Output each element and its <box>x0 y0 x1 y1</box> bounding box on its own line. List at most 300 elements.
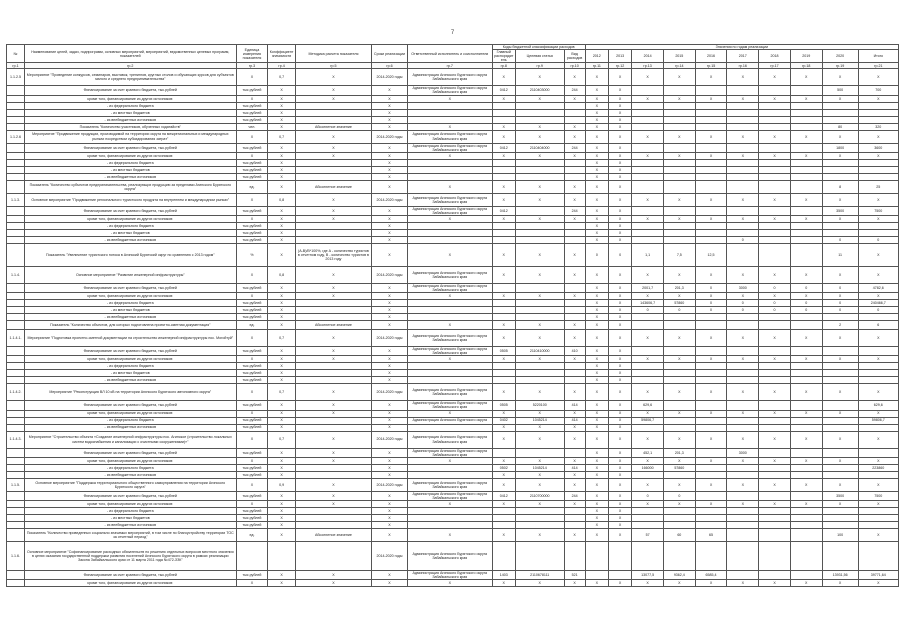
table-cell <box>515 173 564 180</box>
table-cell: X <box>608 159 631 166</box>
table-cell: Администрация Агинского Бурятского округа Забайкальского края <box>407 431 492 448</box>
table-cell <box>822 222 858 229</box>
table-cell: X <box>492 69 515 86</box>
table-cell: X <box>695 293 727 300</box>
table-row <box>7 116 899 123</box>
table-cell <box>564 370 585 377</box>
table-cell: X <box>822 384 858 401</box>
row-name: Финансирование за счет краевого бюджета, тыс.рублей <box>24 283 236 292</box>
table-cell: 0,7 <box>268 69 296 86</box>
table-cell: X <box>372 570 408 579</box>
table-cell <box>727 464 759 471</box>
table-cell <box>663 321 695 330</box>
row-code <box>7 507 25 514</box>
table-cell: X <box>822 130 858 143</box>
table-cell <box>632 370 664 377</box>
table-cell <box>695 109 727 116</box>
table-cell: X <box>236 130 268 143</box>
table-cell: X <box>372 243 408 266</box>
table-row <box>7 130 899 143</box>
table-cell: X <box>608 215 631 222</box>
table-cell: Администрация Агинского Бурятского округа Забайкальского края <box>407 541 492 570</box>
table-cell <box>407 102 492 109</box>
table-cell <box>632 377 664 384</box>
table-cell <box>727 424 759 431</box>
row-name: кроме того, финансирование из других источников: <box>24 293 236 300</box>
table-cell <box>407 300 492 307</box>
row-code: 1.1.6. <box>7 541 25 570</box>
table-cell: X <box>236 457 268 464</box>
table-cell <box>663 370 695 377</box>
table-cell <box>727 123 759 130</box>
table-cell: X <box>268 570 296 579</box>
table-cell <box>727 401 759 410</box>
table-cell: X <box>727 356 759 363</box>
table-cell <box>727 206 759 215</box>
table-cell <box>564 514 585 521</box>
table-cell: X <box>372 236 408 243</box>
table-cell: 0505 <box>492 347 515 356</box>
table-cell: X <box>515 424 564 431</box>
table-cell <box>822 314 858 321</box>
table-cell <box>790 236 822 243</box>
table-cell: 0 <box>585 243 608 266</box>
header-csr: Целевая статья <box>515 50 564 63</box>
table-cell <box>564 173 585 180</box>
table-cell: тыс.рублей <box>236 173 268 180</box>
table-cell: X <box>858 457 898 464</box>
table-cell <box>727 491 759 500</box>
table-cell: X <box>585 236 608 243</box>
table-cell: X <box>727 384 759 401</box>
column-index-cell: гр.15 <box>695 63 727 69</box>
table-cell: X <box>268 215 296 222</box>
table-cell <box>727 102 759 109</box>
table-cell <box>759 514 791 521</box>
table-cell: 414 <box>564 401 585 410</box>
table-cell: X <box>790 69 822 86</box>
table-cell: X <box>632 330 664 347</box>
table-cell: 166000 <box>632 464 664 471</box>
table-cell: 2110678111 <box>515 570 564 579</box>
table-cell: X <box>632 500 664 507</box>
table-cell: X <box>608 86 631 95</box>
table-cell: X <box>858 330 898 347</box>
table-cell: 0 <box>759 307 791 314</box>
table-cell: тыс.рублей <box>236 143 268 152</box>
row-code <box>7 570 25 579</box>
table-cell: X <box>608 330 631 347</box>
table-cell: X <box>858 431 898 448</box>
row-code <box>7 363 25 370</box>
table-cell: X <box>727 478 759 491</box>
table-cell: X <box>372 321 408 330</box>
table-cell: X <box>407 215 492 222</box>
table-cell: X <box>268 159 296 166</box>
column-index-cell: гр.18 <box>790 63 822 69</box>
table-cell <box>858 102 898 109</box>
row-name: - из федерального бюджета <box>24 300 236 307</box>
table-cell: X <box>295 491 371 500</box>
table-row <box>7 321 899 330</box>
table-cell: 0 <box>632 307 664 314</box>
table-cell <box>632 86 664 95</box>
table-cell: 0 <box>790 307 822 314</box>
table-cell: 0 <box>695 283 727 292</box>
table-cell: X <box>727 293 759 300</box>
table-cell <box>295 307 371 314</box>
table-cell <box>564 300 585 307</box>
table-cell <box>564 307 585 314</box>
table-cell: 0 <box>663 307 695 314</box>
table-cell <box>564 116 585 123</box>
table-cell <box>759 570 791 579</box>
table-cell: 0 <box>822 307 858 314</box>
table-cell <box>759 109 791 116</box>
column-index-cell: гр.13 <box>632 63 664 69</box>
table-cell: 2014-2020 годы <box>372 69 408 86</box>
table-cell: 0 <box>790 300 822 307</box>
table-cell <box>632 471 664 478</box>
table-cell <box>407 173 492 180</box>
row-code <box>7 102 25 109</box>
table-cell <box>790 401 822 410</box>
table-cell: Администрация Агинского Бурятского округа Забайкальского края <box>407 570 492 579</box>
table-cell: 1045214 <box>515 464 564 471</box>
table-cell: X <box>585 491 608 500</box>
row-code <box>7 95 25 102</box>
table-cell <box>822 471 858 478</box>
row-code <box>7 370 25 377</box>
table-cell <box>632 102 664 109</box>
table-cell: X <box>759 130 791 143</box>
table-cell <box>695 236 727 243</box>
table-cell: X <box>585 330 608 347</box>
table-cell: X <box>515 330 564 347</box>
table-cell <box>295 507 371 514</box>
table-cell: X <box>236 293 268 300</box>
table-cell <box>515 514 564 521</box>
table-cell <box>790 491 822 500</box>
table-cell: X <box>790 431 822 448</box>
table-cell: X <box>515 180 564 193</box>
table-cell <box>632 173 664 180</box>
table-cell: X <box>822 95 858 102</box>
table-cell: 3500 <box>822 206 858 215</box>
table-cell: X <box>564 478 585 491</box>
header-years-group: Значения по годам реализации <box>585 45 898 50</box>
row-code <box>7 300 25 307</box>
table-cell: X <box>858 500 898 507</box>
table-cell: X <box>663 384 695 401</box>
table-cell <box>759 370 791 377</box>
table-cell: тыс.рублей <box>236 109 268 116</box>
table-row <box>7 417 899 424</box>
table-cell <box>790 206 822 215</box>
table-cell: X <box>564 95 585 102</box>
table-cell <box>759 363 791 370</box>
table-cell: Администрация Агинского Бурятского округа Забайкальского края <box>407 401 492 410</box>
table-cell: X <box>492 528 515 541</box>
row-code <box>7 293 25 300</box>
row-name: Финансирование за счет краевого бюджета, тыс.рублей <box>24 401 236 410</box>
table-cell: X <box>585 410 608 417</box>
table-cell: X <box>663 431 695 448</box>
table-cell: X <box>268 116 296 123</box>
table-cell: X <box>663 500 695 507</box>
column-index-cell: гр.17 <box>759 63 791 69</box>
table-cell: X <box>663 152 695 159</box>
table-cell <box>515 300 564 307</box>
table-cell: X <box>608 293 631 300</box>
table-row <box>7 300 899 307</box>
table-cell: X <box>492 330 515 347</box>
table-cell <box>727 314 759 321</box>
table-cell: 0 <box>695 307 727 314</box>
row-name: Финансирование за счет краевого бюджета, тыс.рублей <box>24 570 236 579</box>
table-cell: X <box>695 500 727 507</box>
row-code <box>7 229 25 236</box>
table-cell: X <box>515 123 564 130</box>
table-cell <box>759 401 791 410</box>
table-cell: X <box>585 206 608 215</box>
table-cell <box>407 109 492 116</box>
table-cell: X <box>407 500 492 507</box>
table-cell: X <box>790 457 822 464</box>
table-cell <box>564 229 585 236</box>
table-cell <box>695 491 727 500</box>
table-cell: X <box>585 102 608 109</box>
table-cell <box>759 123 791 130</box>
table-cell <box>632 180 664 193</box>
table-cell: тыс.рублей <box>236 363 268 370</box>
table-cell: 13077,5 <box>632 570 664 579</box>
table-cell: 201,3 <box>663 448 695 457</box>
table-row <box>7 500 899 507</box>
table-cell <box>295 173 371 180</box>
table-cell: X <box>608 507 631 514</box>
table-cell: тыс.рублей <box>236 206 268 215</box>
table-cell: X <box>295 143 371 152</box>
row-code: 1.1.2.6 <box>7 130 25 143</box>
table-cell: X <box>372 457 408 464</box>
table-cell: 7,5 <box>663 243 695 266</box>
table-cell <box>727 173 759 180</box>
table-cell: X <box>585 521 608 528</box>
table-cell <box>727 528 759 541</box>
table-cell: X <box>236 69 268 86</box>
table-cell <box>295 464 371 471</box>
table-cell <box>663 159 695 166</box>
table-cell: X <box>585 307 608 314</box>
table-cell <box>492 229 515 236</box>
row-code <box>7 314 25 321</box>
table-cell: Администрация Агинского Бурятского округа Забайкальского края <box>407 491 492 500</box>
table-cell: 2014-2020 годы <box>372 541 408 570</box>
table-row <box>7 384 899 401</box>
table-cell: X <box>608 471 631 478</box>
table-cell: X <box>492 95 515 102</box>
table-cell <box>632 143 664 152</box>
table-cell: X <box>372 152 408 159</box>
table-cell: 2001,7 <box>632 283 664 292</box>
table-cell: X <box>585 528 608 541</box>
table-cell: X <box>372 293 408 300</box>
table-row <box>7 410 899 417</box>
table-cell: X <box>585 222 608 229</box>
table-cell <box>663 521 695 528</box>
table-cell: X <box>663 69 695 86</box>
row-code <box>7 347 25 356</box>
table-cell: X <box>515 478 564 491</box>
table-cell <box>632 206 664 215</box>
table-cell: X <box>608 448 631 457</box>
row-code: 1.1.4.3. <box>7 431 25 448</box>
table-cell: X <box>608 222 631 229</box>
table-cell: 13931,56 <box>822 570 858 579</box>
table-cell <box>515 222 564 229</box>
row-code: 1.1.5. <box>7 478 25 491</box>
table-cell <box>858 222 898 229</box>
table-cell: X <box>759 69 791 86</box>
table-cell: 410 <box>564 347 585 356</box>
table-cell: X <box>268 500 296 507</box>
table-cell: X <box>268 580 296 587</box>
table-cell <box>858 507 898 514</box>
table-cell <box>515 236 564 243</box>
table-cell <box>632 424 664 431</box>
table-cell: X <box>295 356 371 363</box>
table-cell <box>492 448 515 457</box>
table-cell <box>663 123 695 130</box>
table-cell: X <box>858 69 898 86</box>
table-cell: X <box>608 102 631 109</box>
table-cell: Администрация Агинского Бурятского округа Забайкальского края <box>407 384 492 401</box>
table-cell <box>492 166 515 173</box>
row-name: - из местных бюджетов <box>24 514 236 521</box>
table-cell: Администрация Агинского Бурятского округа <box>407 417 492 424</box>
table-cell: X <box>608 123 631 130</box>
table-row <box>7 491 899 500</box>
table-cell: X <box>372 307 408 314</box>
table-row <box>7 457 899 464</box>
table-cell: X <box>295 500 371 507</box>
table-cell <box>695 541 727 570</box>
table-cell <box>759 243 791 266</box>
table-cell <box>727 321 759 330</box>
table-cell: X <box>268 401 296 410</box>
table-cell <box>663 236 695 243</box>
table-cell <box>663 471 695 478</box>
table-row <box>7 69 899 86</box>
table-cell <box>407 307 492 314</box>
row-code <box>7 236 25 243</box>
table-cell: X <box>564 471 585 478</box>
table-cell: X <box>372 314 408 321</box>
header-grbs: Главный распорядитель <box>494 50 514 63</box>
table-cell: X <box>515 410 564 417</box>
table-cell <box>727 377 759 384</box>
table-cell: 223860 <box>858 464 898 471</box>
table-cell <box>695 370 727 377</box>
table-cell: X <box>608 130 631 143</box>
table-cell: 0402 <box>492 417 515 424</box>
table-cell <box>663 541 695 570</box>
table-cell: X <box>372 102 408 109</box>
table-cell: X <box>858 580 898 587</box>
table-cell <box>663 116 695 123</box>
row-name: Показатель "Количество субъектов предпринимательства, реализующих продукцию за пределами Агинского Бурятского округа" <box>24 180 236 193</box>
table-cell <box>564 109 585 116</box>
table-cell: X <box>608 143 631 152</box>
table-cell: X <box>268 356 296 363</box>
table-cell: X <box>585 109 608 116</box>
table-cell: X <box>407 580 492 587</box>
table-cell <box>564 222 585 229</box>
table-cell: 2014-2020 годы <box>372 478 408 491</box>
table-cell: X <box>564 243 585 266</box>
table-cell: X <box>759 384 791 401</box>
table-cell: X <box>295 384 371 401</box>
table-cell: X <box>268 109 296 116</box>
table-cell: X <box>515 500 564 507</box>
table-cell <box>407 116 492 123</box>
table-cell: X <box>236 580 268 587</box>
table-cell <box>695 229 727 236</box>
table-cell: X <box>608 321 631 330</box>
table-row <box>7 266 899 283</box>
table-cell <box>695 314 727 321</box>
table-cell: X <box>822 330 858 347</box>
table-cell <box>790 347 822 356</box>
table-cell: X <box>372 471 408 478</box>
table-cell: 452,1 <box>632 448 664 457</box>
table-cell <box>632 541 664 570</box>
table-cell <box>515 521 564 528</box>
table-cell: X <box>632 152 664 159</box>
row-code <box>7 307 25 314</box>
table-cell: X <box>858 243 898 266</box>
table-cell: 2014-2020 годы <box>372 193 408 206</box>
table-row <box>7 363 899 370</box>
table-cell: X <box>564 180 585 193</box>
row-name: - из внебюджетных источников <box>24 236 236 243</box>
table-cell: 4782,6 <box>858 283 898 292</box>
table-cell: X <box>790 384 822 401</box>
table-cell: X <box>632 410 664 417</box>
table-cell: X <box>372 206 408 215</box>
row-name: - из внебюджетных источников <box>24 471 236 478</box>
table-cell: X <box>407 410 492 417</box>
table-cell <box>564 314 585 321</box>
table-cell <box>759 116 791 123</box>
table-cell <box>492 116 515 123</box>
row-name: Финансирование за счет краевого бюджета, тыс.рублей <box>24 491 236 500</box>
table-cell: X <box>585 143 608 152</box>
table-cell: X <box>858 478 898 491</box>
table-cell <box>759 166 791 173</box>
table-cell <box>790 570 822 579</box>
table-row <box>7 215 899 222</box>
table-cell: X <box>585 95 608 102</box>
table-cell <box>822 166 858 173</box>
table-cell: X <box>822 266 858 283</box>
table-cell: X <box>372 347 408 356</box>
table-row <box>7 347 899 356</box>
table-cell <box>822 363 858 370</box>
table-cell: X <box>608 109 631 116</box>
table-cell: X <box>727 580 759 587</box>
